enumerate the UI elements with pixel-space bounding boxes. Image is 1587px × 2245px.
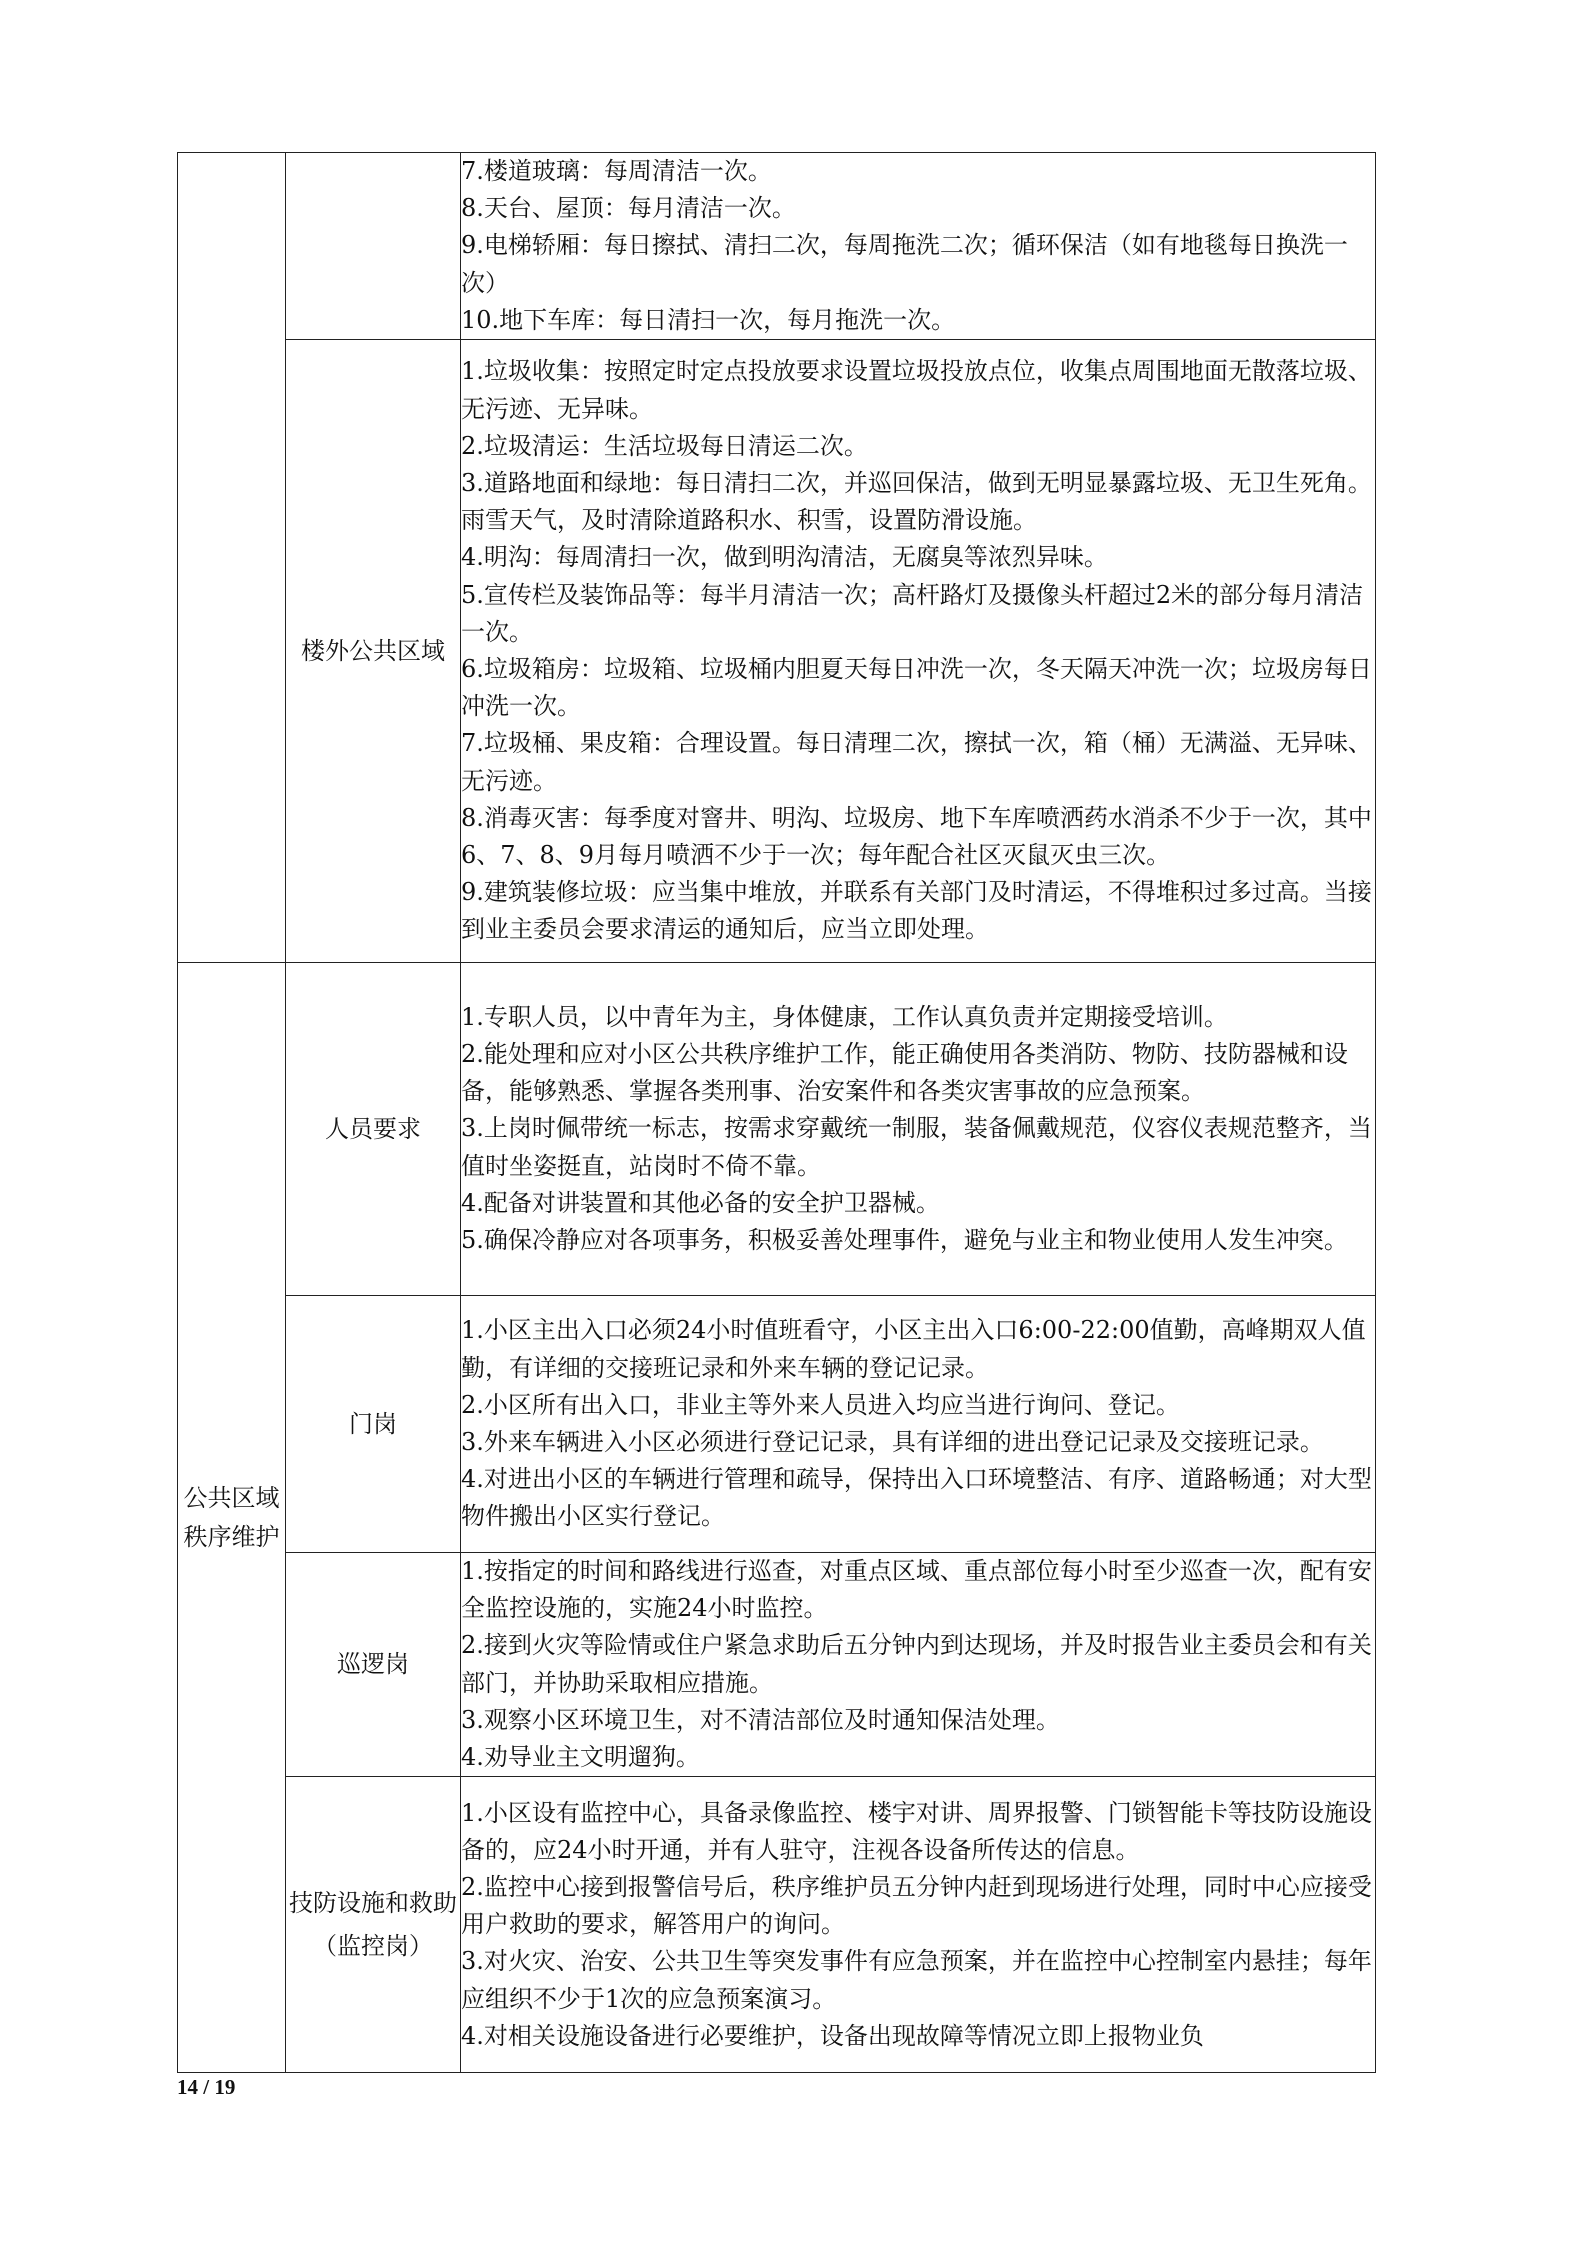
subcategory-cell: 楼外公共区域 (286, 340, 461, 963)
list-item: 1.垃圾收集：按照定时定点投放要求设置垃圾投放点位，收集点周围地面无散落垃圾、无污迹、无异味。 (461, 357, 1372, 423)
list-item: 2.接到火灾等险情或住户紧急求助后五分钟内到达现场，并及时报告业主委员会和有关部门，并协助采取相应措施。 (461, 1631, 1372, 1697)
list-item: 7.楼道玻璃：每周清洁一次。 (461, 157, 772, 185)
content-cell (461, 1296, 1376, 1553)
list-item: 1.专职人员，以中青年为主，身体健康，工作认真负责并定期接受培训。 (461, 1002, 1228, 1031)
list-item: 9.电梯轿厢：每日擦拭、清扫二次，每周拖洗二次；循环保洁（如有地毯每日换洗一次） (461, 231, 1348, 297)
list-item: 8.天台、屋顶：每月清洁一次。 (461, 194, 796, 223)
content-cell (461, 963, 1376, 1296)
list-item: 8.消毒灭害：每季度对窨井、明沟、垃圾房、地下车库喷洒药水消杀不少于一次，其中6、7、8、9月每月喷洒不少于一次；每年配合社区灭鼠灭虫三次。 (461, 803, 1372, 870)
list-item: 3.对火灾、治安、公共卫生等突发事件有应急预案，并在监控中心控制室内悬挂；每年应组织不少于1次的应急预案演习。 (461, 1947, 1372, 2013)
page-number: 14 / 19 (177, 2075, 236, 2099)
list-item: 2.监控中心接到报警信号后，秩序维护员五分钟内赶到现场进行处理，同时中心应接受用户救助的要求，解答用户的询问。 (461, 1872, 1372, 1939)
list-item: 4.配备对讲装置和其他必备的安全护卫器械。 (461, 1188, 940, 1217)
list-item: 2.小区所有出入口，非业主等外来人员进入均应当进行询问、登记。 (461, 1390, 1180, 1419)
list-item: 4.明沟：每周清扫一次，做到明沟清洁，无腐臭等浓烈异味。 (461, 543, 1108, 572)
list-item: 5.宣传栏及装饰品等：每半月清洁一次；高杆路灯及摄像头杆超过2米的部分每月清洁一次。 (461, 580, 1364, 646)
list-item: 3.道路地面和绿地：每日清扫二次，并巡回保洁，做到无明显暴露垃圾、无卫生死角。雨雪天气，及时清除道路积水、积雪，设置防滑设施。 (461, 469, 1372, 535)
subcategory-cell: 人员要求 (286, 963, 461, 1296)
table-row (178, 1553, 1376, 1777)
table-row (178, 963, 1376, 1296)
subcategory-cell: 巡逻岗 (286, 1553, 461, 1777)
service-standard-table (177, 152, 1376, 2073)
table-row (178, 153, 1376, 340)
list-item: 4.对进出小区的车辆进行管理和疏导，保持出入口环境整洁、有序、道路畅通；对大型物件搬出小区实行登记。 (461, 1465, 1372, 1531)
list-item: 1.小区设有监控中心，具备录像监控、楼宇对讲、周界报警、门锁智能卡等技防设施设备的，应24小时开通，并有人驻守，注视各设备所传达的信息。 (461, 1798, 1372, 1864)
list-item: 7.垃圾桶、果皮箱：合理设置。每日清理二次，擦拭一次，箱（桶）无满溢、无异味、无污迹。 (461, 729, 1372, 795)
subcategory-cell: 技防设施和救助（监控岗） (286, 1777, 461, 2073)
list-item: 1.小区主出入口必须24小时值班看守，小区主出入口6:00-22:00值勤，高峰期双人值勤，有详细的交接班记录和外来车辆的登记记录。 (461, 1316, 1366, 1382)
list-item: 3.观察小区环境卫生，对不清洁部位及时通知保洁处理。 (461, 1705, 1060, 1734)
list-item: 6.垃圾箱房：垃圾箱、垃圾桶内胆夏天每日冲洗一次，冬天隔天冲洗一次；垃圾房每日冲洗一次。 (461, 655, 1372, 721)
list-item: 3.上岗时佩带统一标志，按需求穿戴统一制服，装备佩戴规范，仪容仪表规范整齐，当值时坐姿挺直，站岗时不倚不靠。 (461, 1114, 1372, 1180)
content-cell (461, 1553, 1376, 1777)
subcategory-cell (286, 153, 461, 340)
table-row (178, 1296, 1376, 1553)
list-item: 1.按指定的时间和路线进行巡查，对重点区域、重点部位每小时至少巡查一次，配有安全监控设施的，实施24小时监控。 (461, 1557, 1372, 1623)
table-row (178, 1777, 1376, 2073)
table-row (178, 340, 1376, 963)
category-cell: 公共区域秩序维护 (178, 963, 286, 2073)
list-item: 3.外来车辆进入小区必须进行登记记录，具有详细的进出登记记录及交接班记录。 (461, 1428, 1324, 1457)
list-item: 4.劝导业主文明遛狗。 (461, 1743, 700, 1772)
list-item: 9.建筑装修垃圾：应当集中堆放，并联系有关部门及时清运，不得堆积过多过高。当接到业主委员会要求清运的通知后，应当立即处理。 (461, 878, 1372, 944)
list-item: 2.能处理和应对小区公共秩序维护工作，能正确使用各类消防、物防、技防器械和设备，能够熟悉、掌握各类刑事、治安案件和各类灾害事故的应急预案。 (461, 1040, 1348, 1106)
subcategory-cell: 门岗 (286, 1296, 461, 1553)
category-cell-cleaning (178, 153, 286, 963)
list-item: 5.确保冷静应对各项事务，积极妥善处理事件，避免与业主和物业使用人发生冲突。 (461, 1226, 1348, 1255)
content-cell (461, 1777, 1376, 2073)
list-item: 10.地下车库：每日清扫一次，每月拖洗一次。 (461, 305, 956, 334)
content-cell (461, 340, 1376, 963)
list-item: 2.垃圾清运：生活垃圾每日清运二次。 (461, 431, 868, 460)
content-cell (461, 153, 1376, 340)
list-item: 4.对相关设施设备进行必要维护，设备出现故障等情况立即上报物业负 (461, 2021, 1204, 2050)
